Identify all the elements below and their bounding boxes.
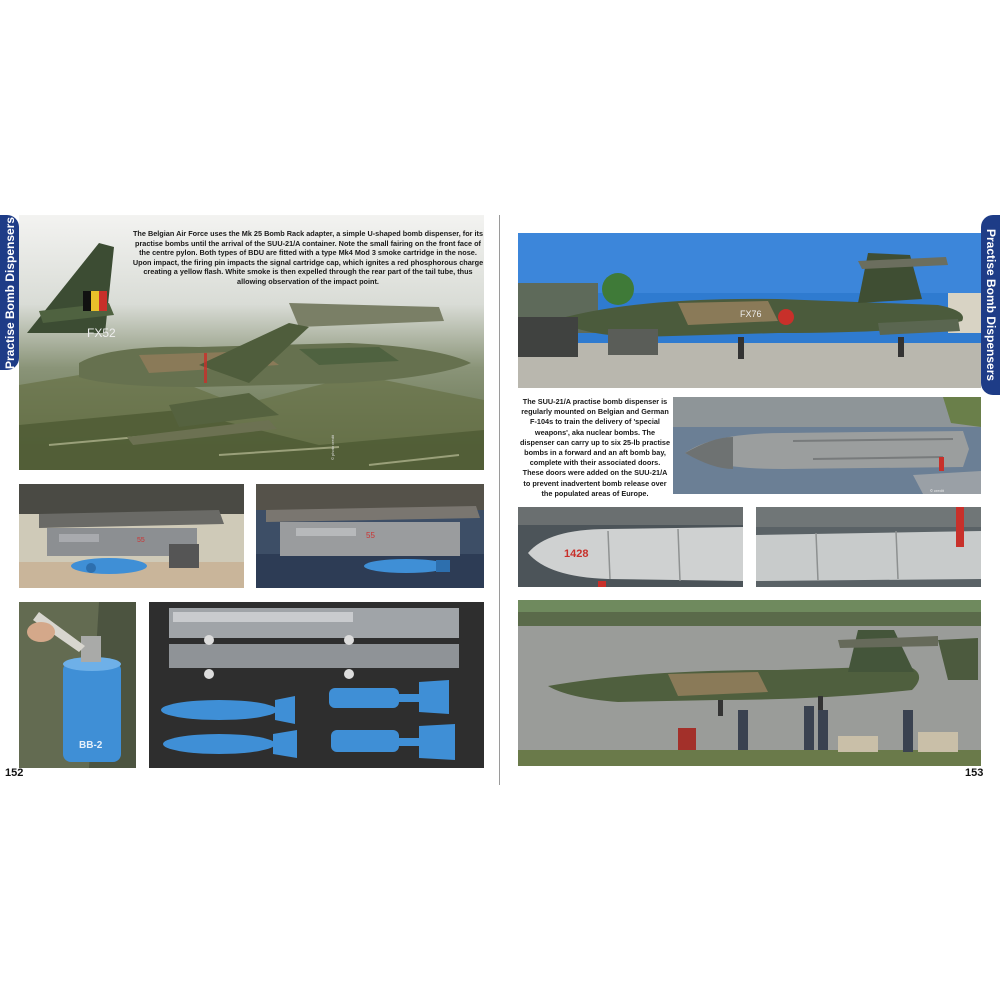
fx76-code: FX76 (740, 309, 762, 319)
photo-suu21-side (756, 507, 981, 587)
section-tab-right-label: Practise Bomb Dispensers (983, 228, 998, 382)
section-tab-left (0, 215, 19, 370)
fx52-code: FX52 (87, 326, 116, 340)
photo-credit-1: © photo credit (330, 435, 335, 460)
photo-bomb-rack-1 (19, 484, 244, 588)
caption-right: The SUU-21/A practise bomb dispenser is regularly mounted on Belgian and German F-104s to train the delivery of 'special weapons', aka nuclear bombs. The dispenser can carry up to six 25-lb practise bombs in a forward and an aft bomb bay, complete with their associated doors. These doors were added on the SUU-21/A to prevent inadvertent bomb release over the populated areas of Europe. (519, 397, 671, 498)
page-number-right: 153 (965, 767, 984, 779)
photo-f104-fx76-ground (518, 233, 981, 388)
photo-suu21-nose-1428 (518, 507, 743, 587)
caption-left: The Belgian Air Force uses the Mk 25 Bomb Rack adapter, a simple U-shaped bomb dispenser, for its practise bombs until the arrival of the SUU-21/A container. Note the small fairing on the front face of the centre pylon. Both types of BDU are fitted with a type Mk4 Mod 3 smoke cartridge in the nose. Upon impact, the firing pin impacts the signal cartridge cap, which ignites a red phosphorous charge creating a yellow flash. White smoke is then expelled through the rear part of the tail tube, thus allowing observation of the impact point. (132, 229, 484, 286)
serial-1428: 1428 (564, 548, 589, 560)
page-gutter (499, 215, 500, 785)
bomb-marking: BB-2 (79, 740, 103, 751)
photo-bomb-nose-cartridge (19, 602, 136, 768)
photo-credit-2: © credit (930, 488, 944, 493)
page-number-left: 152 (5, 767, 24, 779)
photo-bomb-rack-2 (256, 484, 484, 588)
section-tab-right (981, 215, 1000, 395)
photo-rack-and-bombs-display (149, 602, 484, 768)
rack-number-1: 55 (137, 537, 145, 544)
section-tab-left-label: Practise Bomb Dispensers (2, 216, 17, 369)
rack-number-2: 55 (366, 531, 375, 540)
photo-suu21-underside (673, 397, 981, 494)
photo-f104-flightline (518, 600, 981, 766)
